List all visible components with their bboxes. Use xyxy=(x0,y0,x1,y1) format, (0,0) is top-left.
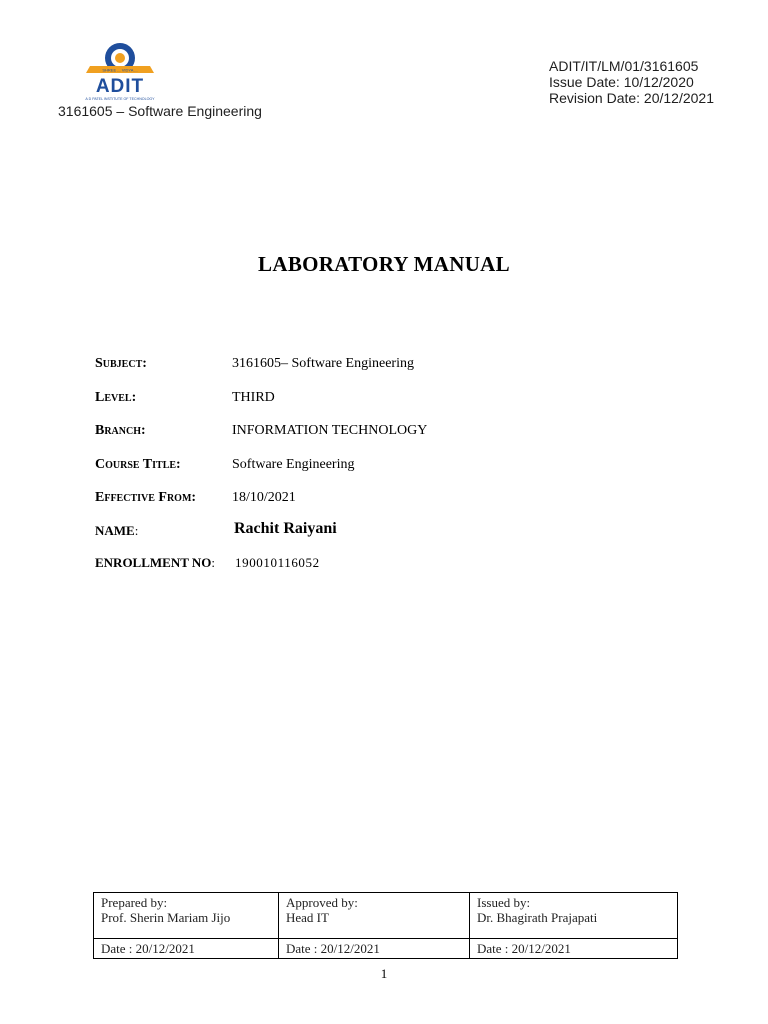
field-effective-from xyxy=(95,490,296,506)
issued-heading: Issued by: xyxy=(477,895,531,910)
field-label: Branch: xyxy=(95,423,146,438)
field-subject xyxy=(95,356,414,372)
revision-date: Revision Date: 20/12/2021 xyxy=(549,90,714,106)
field-value: INFORMATION TECHNOLOGY xyxy=(232,423,428,438)
enrollment-value: 190010116052 xyxy=(235,555,320,570)
header-course: 3161605 – Software Engineering xyxy=(58,103,262,119)
approved-heading: Approved by: xyxy=(286,895,358,910)
field-enrollment xyxy=(95,555,320,572)
name-colon: : xyxy=(134,523,139,538)
enrollment-colon: : xyxy=(211,555,216,570)
issued-date: Date : 20/12/2021 xyxy=(470,939,678,959)
prepared-cell xyxy=(94,893,279,939)
name-label: NAME xyxy=(95,523,135,538)
issue-date: Issue Date: 10/12/2020 xyxy=(549,74,694,90)
field-value: 3161605– Software Engineering xyxy=(232,356,414,371)
field-label: Course Title: xyxy=(95,457,181,472)
field-value: 18/10/2021 xyxy=(232,490,296,505)
prepared-person: Prof. Sherin Mariam Jijo xyxy=(101,910,231,925)
field-branch xyxy=(95,423,428,439)
logo-acronym: ADIT xyxy=(95,76,145,97)
field-label: Level: xyxy=(95,390,137,405)
doc-code: ADIT/IT/LM/01/3161605 xyxy=(549,58,699,74)
enrollment-label: ENROLLMENT NO xyxy=(95,555,212,570)
page-number: 1 xyxy=(380,966,388,981)
header-meta xyxy=(549,58,714,106)
prepared-heading: Prepared by: xyxy=(101,895,168,910)
signoff-table xyxy=(93,892,678,959)
field-level xyxy=(95,390,275,406)
issued-cell xyxy=(470,893,678,939)
field-label: Effective From: xyxy=(95,490,197,505)
logo-subtitle: A D PATEL INSTITUTE OF TECHNOLOGY xyxy=(85,97,155,101)
signoff-row xyxy=(94,893,678,939)
approved-cell xyxy=(279,893,470,939)
adit-logo xyxy=(82,40,158,104)
logo-ribbon: SHREE ... VIDYA ... xyxy=(102,67,138,73)
field-value: THIRD xyxy=(232,390,275,405)
page-title: LABORATORY MANUAL xyxy=(258,252,510,276)
issued-person: Dr. Bhagirath Prajapati xyxy=(477,910,598,925)
field-value: Software Engineering xyxy=(232,457,355,472)
signoff-date-row xyxy=(94,939,678,959)
approved-person: Head IT xyxy=(286,910,329,925)
field-course-title xyxy=(95,457,355,473)
approved-date: Date : 20/12/2021 xyxy=(279,939,470,959)
field-label: Subject: xyxy=(95,356,147,371)
prepared-date: Date : 20/12/2021 xyxy=(94,939,279,959)
name-value: Rachit Raiyani xyxy=(234,520,337,537)
field-name xyxy=(95,520,337,540)
